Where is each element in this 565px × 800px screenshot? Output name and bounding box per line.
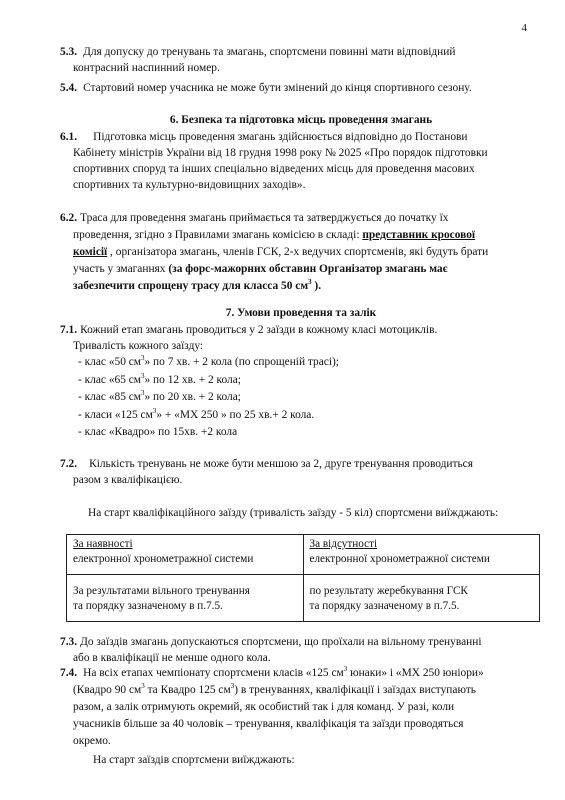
final-line: На старт заїздів спортсмени виїжджають:: [93, 754, 295, 766]
section-number: 7.1.: [60, 324, 78, 336]
paragraph-line: разом, а залік отримують окремий, як особистий так і для команд. У разі, коли: [73, 701, 455, 713]
class-list-item: - клас «65 $см^3$» по 12 хв. + 2 кола;: [78, 371, 241, 386]
paragraph-line: Кабінету міністрів України від 18 грудня 1998 року № 2025 «Про порядок підготовки: [73, 147, 488, 159]
section-7-4: 7.4. На всіх етапах чемпіонату спортсмени класів «125 $см^3$ юнаки» і «МХ 250 юніори» (Квадро 90 $см^3$ та Квадро 125 $см^3$) в тренуваннях, кваліфікації і заїздах виступають разом, а залік отримують окремий, як особистий так і для команд. У разі, коли учасників більше за 40 чоловік – тренування, кваліфікація та заїзди проводяться окремо.: [60, 665, 542, 750]
superscript: 3: [308, 278, 312, 287]
section-number: 5.3.: [60, 46, 78, 58]
page-number: 4: [521, 22, 527, 34]
section-number: 5.4.: [60, 82, 78, 94]
start-order-table: [66, 534, 540, 622]
class-list-item: - класи «125 $см^3$» + «МХ 250 » по 25 хв.+ 2 кола.: [78, 406, 315, 421]
table-cell: по результату жеребкування ГСК та порядку зазначеному в п.7.5.: [303, 575, 540, 622]
section-6-1: [60, 129, 542, 193]
force-majeure-text: (за форс-мажорних обставин Організатор змагань має: [168, 263, 448, 275]
superscript: 3: [141, 682, 145, 691]
paragraph-line: Кількість тренувань не може бути меншою за 2, друге тренування проводиться: [89, 458, 473, 470]
paragraph-line: Для допуску до тренувань та змагань, спортсмени повинні мати відповідний: [83, 46, 456, 58]
paragraph-line: спортивних та культурно-видовищних заходів».: [73, 179, 306, 191]
table-cell: За відсутності електронної хронометражної системи: [303, 535, 540, 575]
commission-emphasis: представник кросової: [362, 229, 476, 241]
superscript: 3: [343, 665, 348, 674]
section-6-2: [60, 210, 542, 295]
section-number: 7.2.: [60, 458, 78, 470]
paragraph-line: Кожний етап змагань проводиться у 2 заїзди в кожному класі мотоциклів.: [80, 324, 438, 336]
section-5-3: [60, 44, 542, 76]
class-list-item: - клас «85 $см^3$» по 20 хв. + 2 кола;: [78, 389, 241, 403]
section-number: 7.4.: [60, 667, 78, 679]
paragraph-line: учасників більше за 40 чоловік – тренування, кваліфікація та заїзди проводяться: [73, 718, 464, 730]
paragraph-line: Стартовий номер учасника не може бути змінений до кінця спортивного сезону.: [83, 82, 472, 94]
section-heading-7: 7. Умови проведення та залік: [225, 307, 377, 319]
section-7-2: [60, 456, 542, 488]
table-cell: За наявності електронної хронометражної системи: [67, 535, 304, 575]
paragraph-text: , організатора змагань, членів ГСК, 2-х ведучих спортсменів, які будуть брати: [107, 246, 489, 258]
superscript: 3: [230, 682, 235, 691]
paragraph-line: До заїздів змагань допускаються спортсмени, що проїхали на вільному тренуванні: [80, 636, 482, 648]
paragraph-line: окремо.: [73, 735, 111, 747]
paragraph-line: Підготовка місць проведення змагань здійснюється відповідно до Постанови: [93, 131, 468, 143]
section-7-3: [60, 634, 542, 666]
paragraph-line: спортивних споруд та інших спеціально відведених місць для проведення масових: [73, 163, 475, 175]
class-list-item: - клас «Квадро» по 15хв. +2 кола: [78, 426, 238, 438]
force-majeure-text: ).: [311, 280, 322, 292]
section-number: 6.1.: [60, 131, 78, 143]
section-number: 6.2.: [60, 212, 78, 224]
section-number: 7.3.: [60, 636, 78, 648]
commission-emphasis: комісії: [73, 246, 108, 258]
section-5-4: [60, 80, 542, 96]
qualification-intro: На старт кваліфікаційного заїзду (тривалість заїзду - 5 кіл) спортсмени виїжджають:: [88, 507, 499, 519]
paragraph-text: участь у змаганнях: [73, 263, 169, 275]
class-list-item: - клас «50 $см^3$» по 7 хв. + 2 кола (по спрощеній трасі);: [78, 354, 339, 368]
paragraph-line: разом з кваліфікацією.: [73, 474, 183, 486]
table-cell: За результатами вільного тренування та порядку зазначеному в п.7.5.: [67, 575, 304, 622]
paragraph-line: Траса для проведення змагань приймається та затверджується до початку їх: [80, 212, 449, 224]
paragraph-text: проведення, згідно з Правилами змагань комісією в складі:: [73, 229, 363, 241]
section-7-1: [60, 322, 542, 442]
section-heading-6: 6. Безпека та підготовка місць проведення змагань: [169, 114, 433, 126]
paragraph-line: Тривалість кожного заїзду:: [73, 340, 204, 352]
table-row: [67, 535, 540, 575]
paragraph-line: або в кваліфікації не менше одного кола.: [73, 652, 271, 664]
force-majeure-text: забезпечити спрощену трасу для класса 50 см: [73, 280, 309, 292]
paragraph-line: контрасний наспинний номер.: [73, 62, 220, 74]
table-row: [67, 575, 540, 622]
